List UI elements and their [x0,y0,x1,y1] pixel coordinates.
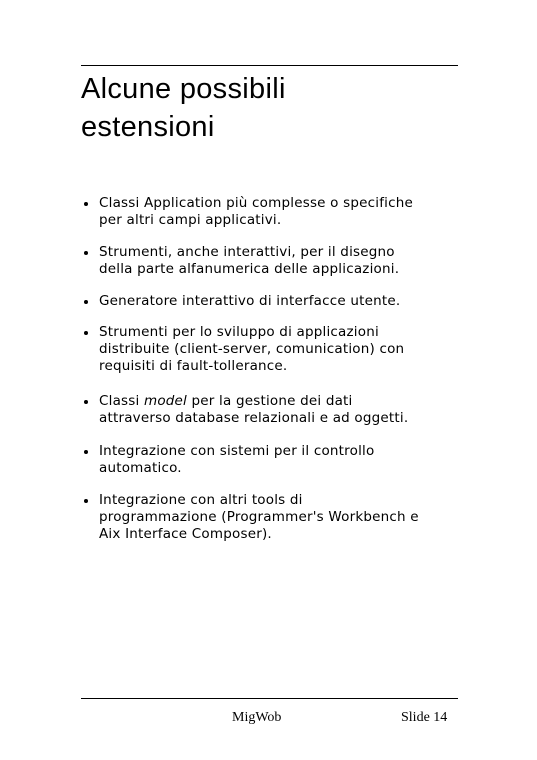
bullet-line: Strumenti per lo sviluppo di applicazioni [99,324,379,340]
bullet-text [99,293,479,310]
bullet-line: Integrazione con sistemi per il controllo [99,443,375,459]
bullet-line: Generatore interattivo di interfacce utente. [99,293,401,309]
footer-rule [81,698,458,699]
bullet-line: requisiti di fault-tollerance. [99,358,288,374]
bullet-text [99,492,479,543]
bullet-dot-icon [84,251,88,255]
bullet-dot-icon [84,300,88,304]
bullet-line: Strumenti, anche interattivi, per il disegno [99,244,395,260]
bullet-line: della parte alfanumerica delle applicazioni. [99,261,400,277]
ibm-logo [80,704,136,724]
bullet-line: automatico. [99,460,182,476]
bullet-line: Classi Application più complesse o specifiche [99,195,413,211]
bullet-dot-icon [84,331,88,335]
footer-slide-number: Slide 14 [401,710,448,725]
bullet-dot-icon [84,400,88,404]
bullet-line-emphasis: model [143,393,188,409]
footer-presentation-name: MigWob [232,710,282,725]
bullet-text [99,443,479,477]
bullet-dot-icon [84,499,88,503]
bullet-text [99,195,479,229]
bullet-line: per altri campi applicativi. [99,212,282,228]
bullet-text [99,244,479,278]
bullet-text [99,393,479,427]
bullet-line-part: Classi [99,393,144,409]
title-top-rule [81,65,458,66]
bullet-line: Integrazione con altri tools di [99,492,303,508]
slide-title-line-2: estensioni [81,111,215,143]
slide-title-line-1: Alcune possibili [81,73,286,105]
bullet-text [99,324,479,375]
bullet-line: attraverso database relazionali e ad oggetti. [99,410,409,426]
bullet-line-part: per la gestione dei dati [187,393,353,409]
bullet-dot-icon [84,450,88,454]
bullet-dot-icon [84,202,88,206]
bullet-line [99,393,479,410]
bullet-line: programmazione (Programmer's Workbench e [99,509,419,525]
bullet-line: distribuite (client-server, comunication) con [99,341,405,357]
bullet-line: Aix Interface Composer). [99,526,272,542]
slide-title [81,70,461,146]
